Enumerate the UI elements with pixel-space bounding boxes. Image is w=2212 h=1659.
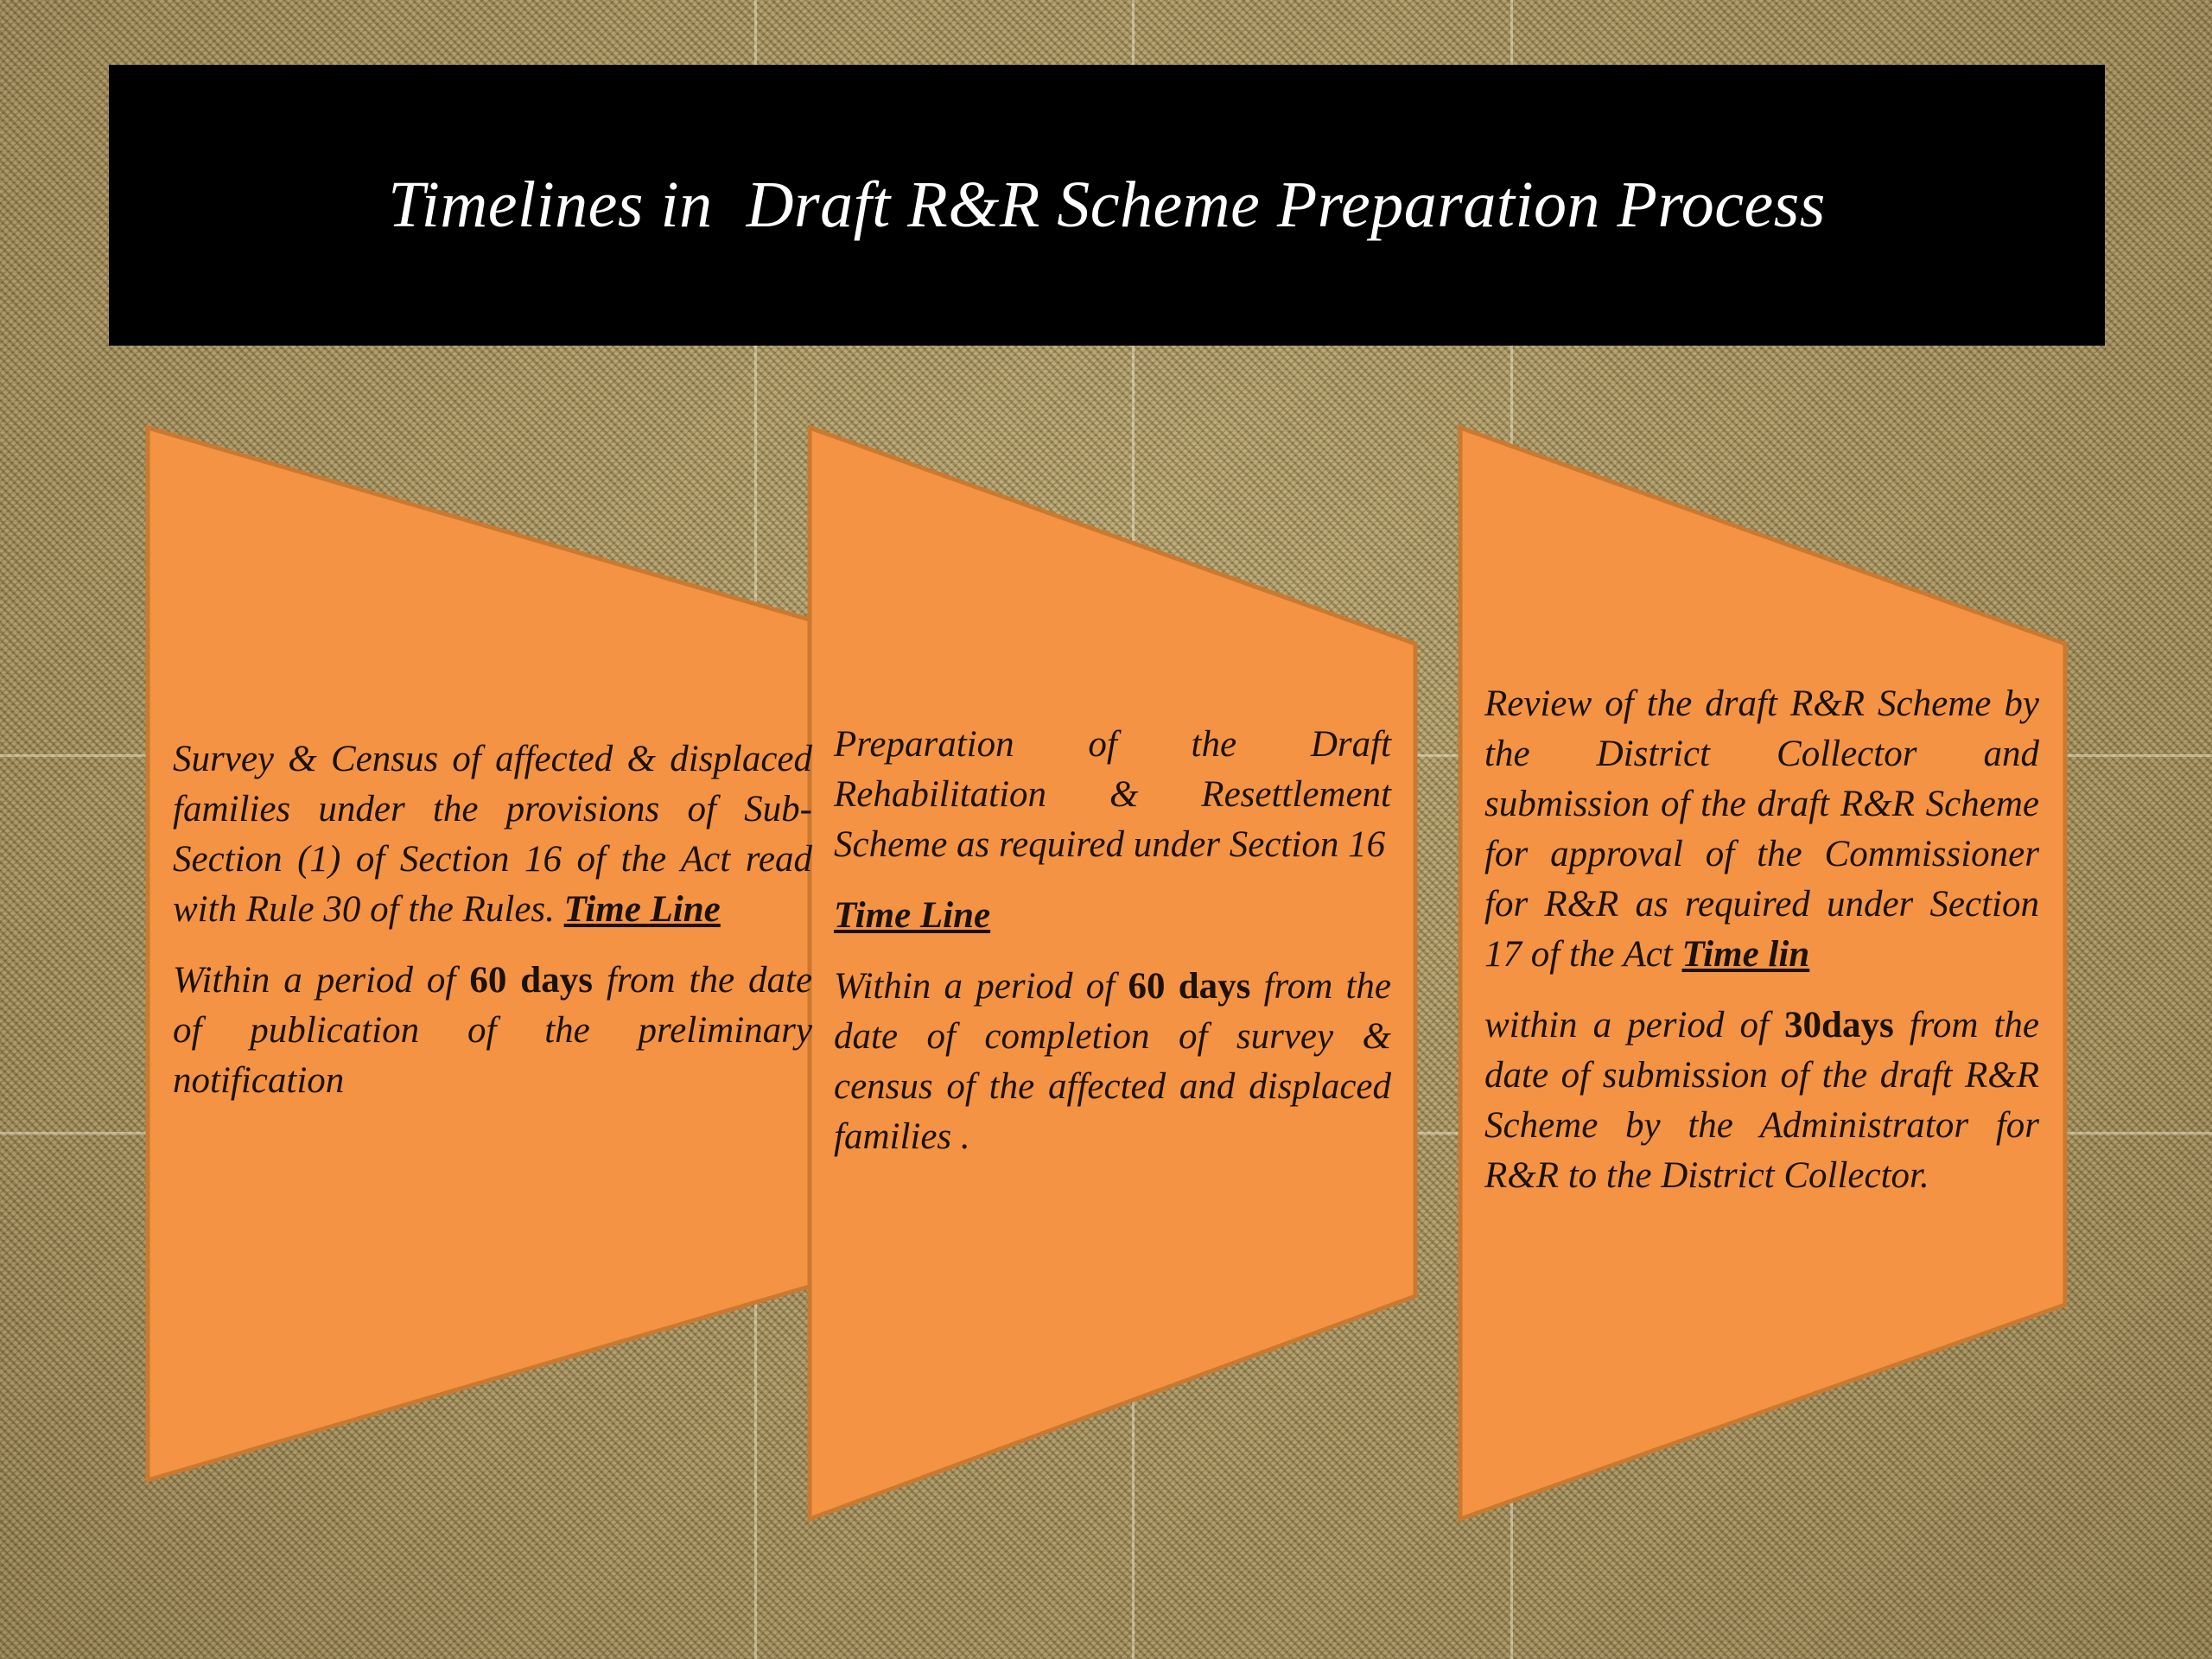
step-1-timeline-label: Time Line [563, 889, 721, 930]
step-1-timeline-suffix: from the date of publication of the preliminary notification [173, 960, 813, 1101]
step-1-timeline-prefix: Within a period of [173, 960, 456, 1001]
step-2-timeline-suffix: from the date of completion of survey & census of the affected and displaced families . [834, 966, 1392, 1157]
step-2-description: Preparation of the Draft Rehabilitation & Resettlement Scheme as required under Section 16 [834, 724, 1391, 865]
step-1-description: Survey & Census of affected & displaced families under the provisions of Sub-Section (1) of Section 16 of the Act read with Rule 30 of the Rules. [173, 739, 812, 930]
step-2-text [834, 720, 1391, 1183]
step-3-text [1484, 679, 2039, 1222]
slide-title: Timelines in Draft R&R Scheme Preparation Process [388, 168, 1826, 241]
step-2-timeline-label: Time Line [834, 895, 991, 936]
step-1-timeline-days: 60 days [469, 960, 593, 1001]
step-2-timeline-days: 60 days [1128, 966, 1251, 1007]
step-2-timeline-prefix: Within a period of [834, 966, 1116, 1007]
step-3-description: Review of the draft R&R Scheme by the District Collector and submission of the draft R&R Scheme for approval of the Commissioner for R&R as required under Section 17 of the Act [1484, 683, 2039, 975]
step-3-timeline-prefix: within a period of [1484, 1005, 1769, 1046]
step-3-timeline-suffix: from the date of submission of the draft R&R Scheme by the Administrator for R&R to the District Collector. [1484, 1005, 2040, 1196]
step-3-timeline-label: Time lin [1681, 934, 1810, 975]
step-1-text [173, 734, 812, 1127]
step-3-timeline-days: 30days [1784, 1005, 1894, 1046]
